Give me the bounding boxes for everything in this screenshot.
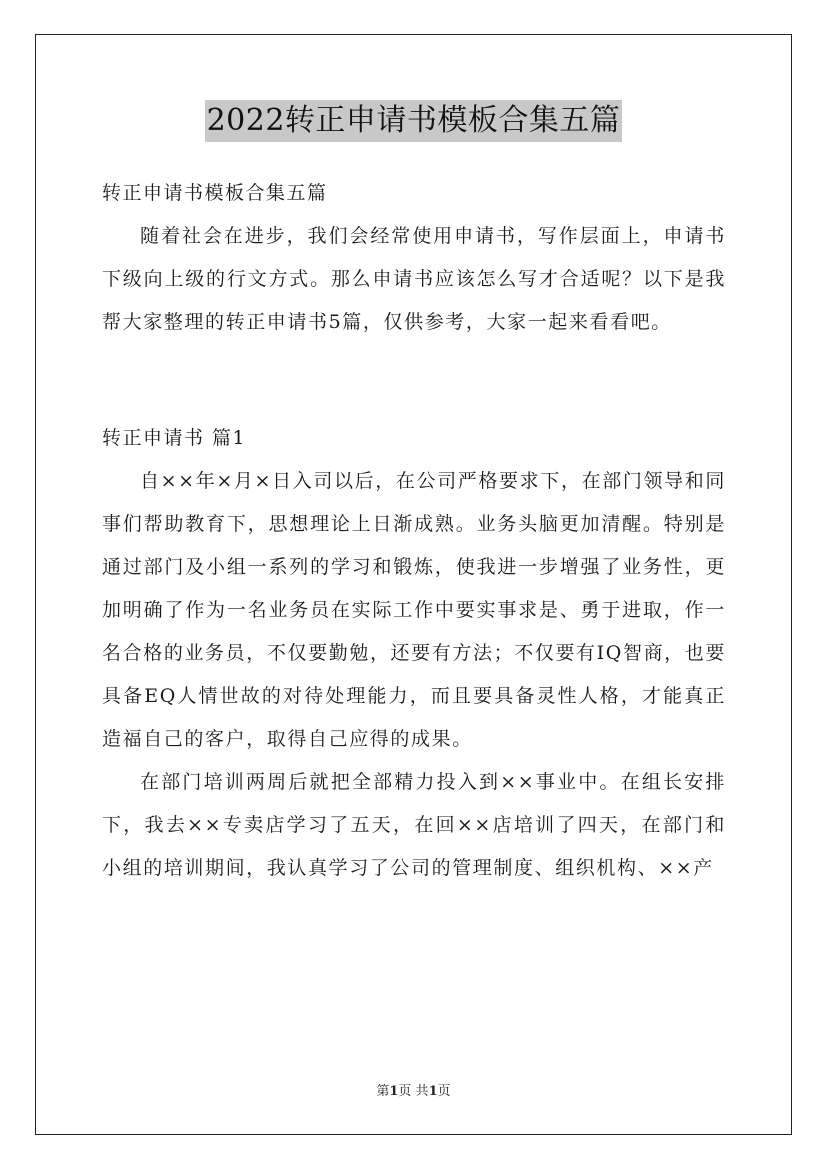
title-container [0, 100, 827, 142]
page-footer [0, 1084, 827, 1100]
section-heading: 转正申请书 篇1 [102, 427, 247, 449]
footer-page-mid: 页 共 [398, 1084, 429, 1099]
footer-page-suffix: 页 [437, 1084, 451, 1099]
intro-paragraph: 随着社会在进步，我们会经常使用申请书，写作层面上，申请书下级向上级的行文方式。那么申请书应该怎么写才合适呢？以下是我帮大家整理的转正申请书5篇，仅供参考，大家一起来看看吧。 [102, 225, 726, 333]
section-paragraph: 自××年×月×日入司以后，在公司严格要求下，在部门领导和同事们帮助教育下，思想理论上日渐成熟。业务头脑更加清醒。特别是通过部门及小组一系列的学习和锻炼，使我进一步增强了业务性，更加明确了作为一名业务员在实际工作中要实事求是、勇于进取，作一名合格的业务员，不仅要勤勉，还要有方法；不仅要有IQ智商，也要具备EQ人情世故的对待处理能力，而且要具备灵性人格，才能真正造福自己的客户，取得自己应得的成果。 [102, 470, 726, 750]
document-subtitle: 转正申请书模板合集五篇 [102, 182, 328, 204]
document-title: 2022转正申请书模板合集五篇 [205, 100, 623, 142]
footer-page-current: 1 [389, 1084, 399, 1099]
footer-page-prefix: 第 [376, 1084, 390, 1099]
section-spacer [102, 344, 726, 417]
document-body [102, 172, 726, 890]
footer-page-total: 1 [428, 1084, 438, 1099]
section-paragraph: 在部门培训两周后就把全部精力投入到××事业中。在组长安排下，我去××专卖店学习了五天，在回××店培训了四天，在部门和小组的培训期间，我认真学习了公司的管理制度、组织机构、××产 [102, 771, 726, 879]
